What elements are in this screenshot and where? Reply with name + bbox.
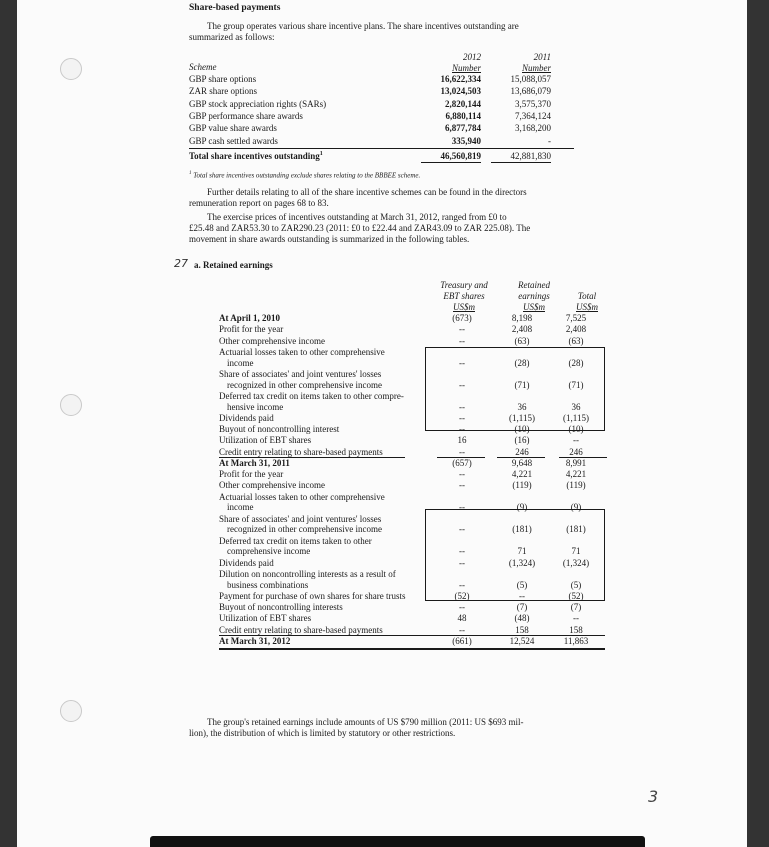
- re-row-retained: 158: [515, 624, 529, 635]
- para2-line: £25.48 and ZAR53.30 to ZAR290.23 (2011: £0 to £22.44 and ZAR43.09 to ZAR 225.08). The: [189, 223, 531, 233]
- re-row-total: (63): [568, 335, 584, 346]
- re-row-treasury: --: [459, 401, 465, 412]
- re-row-retained: 246: [515, 446, 529, 457]
- re-row-label: At March 31, 2012: [219, 635, 291, 646]
- share-row-2011: 3,168,200: [515, 123, 551, 134]
- re-header-treasury: US$m: [453, 302, 475, 312]
- share-row-label: GBP performance share awards: [189, 110, 303, 121]
- share-row-2012: 2,820,144: [445, 98, 481, 109]
- re-row-retained: --: [519, 590, 525, 601]
- re-row-label: Buyout of noncontrolling interests: [219, 602, 343, 612]
- share-row-label: GBP cash settled awards: [189, 135, 278, 146]
- re-row-label: Deferred tax credit on items taken to other: [219, 535, 372, 546]
- re-row-label: Dividends paid: [219, 412, 274, 423]
- highlight-box-2011: [425, 347, 605, 431]
- re-row-total: 71: [571, 546, 581, 557]
- re-header-treasury: EBT shares: [443, 291, 485, 301]
- closing-line: The group's retained earnings include amounts of US $790 million (2011: US $693 mil-: [207, 717, 524, 727]
- re-row-label: Other comprehensive income: [219, 335, 325, 346]
- final-underline: [219, 648, 605, 650]
- re-row-total: (1,324): [562, 557, 590, 568]
- re-row-total: 7,525: [565, 313, 587, 323]
- intro-line: summarized as follows:: [189, 32, 275, 42]
- re-row-retained: (119): [512, 480, 532, 491]
- share-row-2011: 7,364,124: [515, 110, 551, 121]
- re-row-treasury: --: [459, 424, 465, 434]
- re-row-retained: 2,408: [511, 324, 533, 335]
- re-row-treasury: --: [459, 357, 465, 368]
- re-row-retained: (9): [516, 502, 528, 513]
- share-total-2011: 42,881,830: [510, 151, 551, 161]
- re-header-treasury: Treasury and: [440, 280, 488, 290]
- binder-hole: [60, 700, 82, 722]
- re-row-total: (9): [570, 502, 582, 513]
- re-row-treasury: --: [459, 557, 465, 568]
- re-row-label: Other comprehensive income: [219, 480, 325, 491]
- re-row-retained: (28): [514, 357, 530, 368]
- re-header-retained: Retained: [518, 280, 550, 290]
- re-row-treasury: --: [459, 524, 465, 535]
- re-row-label: Profit for the year: [219, 469, 284, 479]
- re-row-treasury: 16: [457, 435, 467, 446]
- share-row-2012: 16,622,334: [440, 74, 481, 84]
- re-row-treasury: --: [459, 335, 465, 346]
- share-row-2012: 6,877,784: [445, 123, 481, 134]
- re-row-retained: 71: [517, 546, 527, 557]
- re-row-treasury: (52): [454, 590, 470, 601]
- re-row-treasury: --: [459, 579, 465, 590]
- col-year-2011: 2011: [533, 52, 551, 62]
- re-row-total: --: [573, 435, 579, 446]
- intro-line: The group operates various share incentive plans. The share incentives outstanding are: [207, 21, 519, 31]
- total-underline: [421, 162, 481, 163]
- share-total-2012: 46,560,819: [440, 151, 481, 161]
- re-row-label: income: [227, 357, 254, 368]
- re-row-label: Utilization of EBT shares: [219, 613, 312, 624]
- re-row-treasury: --: [459, 480, 465, 491]
- re-row-retained: (1,115): [509, 412, 535, 423]
- section-heading: Share-based payments: [189, 3, 281, 13]
- re-row-total: (181): [566, 524, 586, 535]
- share-row-2012: 335,940: [451, 135, 481, 146]
- col-year-2012: 2012: [463, 52, 481, 62]
- re-row-treasury: --: [459, 324, 465, 335]
- retained-earnings-title: a. Retained earnings: [194, 260, 273, 270]
- binder-hole: [60, 58, 82, 80]
- re-row-total: (1,115): [563, 412, 589, 423]
- re-row-treasury: (657): [452, 457, 472, 468]
- re-row-label: income: [227, 502, 254, 513]
- re-row-total: 4,221: [565, 469, 587, 479]
- re-row-retained: (10): [514, 424, 530, 434]
- share-row-label: GBP stock appreciation rights (SARs): [189, 98, 327, 109]
- re-row-retained: (63): [514, 335, 530, 346]
- re-row-label: Credit entry relating to share-based payments: [219, 624, 383, 635]
- re-row-retained: (7): [516, 602, 528, 612]
- re-row-treasury: --: [459, 412, 465, 423]
- share-row-label: ZAR share options: [189, 86, 257, 97]
- re-row-label: Payment for purchase of own shares for share trusts: [219, 590, 406, 601]
- re-header-retained: US$m: [523, 302, 545, 312]
- re-row-label: Share of associates' and joint ventures' losses: [219, 513, 382, 524]
- re-row-retained: 36: [517, 401, 527, 412]
- re-row-treasury: 48: [457, 613, 467, 624]
- re-row-treasury: --: [459, 446, 465, 457]
- re-row-label: recognized in other comprehensive income: [227, 524, 382, 535]
- closing-line: lion), the distribution of which is limited by statutory or other restrictions.: [189, 728, 456, 738]
- re-row-label: Deferred tax credit on items taken to other compre-: [219, 390, 404, 401]
- share-row-label: GBP value share awards: [189, 123, 277, 134]
- right-dark-margin: [747, 0, 769, 847]
- bottom-scroll-bar: [150, 836, 645, 847]
- para2-line: The exercise prices of incentives outstanding at March 31, 2012, ranged from £0 to: [207, 212, 507, 222]
- re-row-total: 2,408: [565, 324, 587, 335]
- re-row-label: business combinations: [227, 579, 309, 590]
- re-row-label: Dilution on noncontrolling interests as a result of: [219, 568, 396, 579]
- share-row-2011: 13,686,079: [510, 86, 551, 97]
- re-row-retained: (71): [514, 379, 530, 390]
- total-underline: [491, 162, 551, 163]
- share-row-2012: 6,880,114: [445, 110, 481, 121]
- document-page: [17, 0, 747, 847]
- re-row-retained: (48): [514, 613, 530, 624]
- re-row-total: (71): [568, 379, 584, 390]
- binder-hole: [60, 394, 82, 416]
- re-row-retained: 9,648: [511, 457, 533, 468]
- re-row-treasury: --: [459, 469, 465, 479]
- re-row-treasury: --: [459, 502, 465, 513]
- re-row-label: Utilization of EBT shares: [219, 435, 312, 446]
- col-unit-2011: Number: [522, 63, 551, 73]
- para1-line: Further details relating to all of the share incentive schemes can be found in the directors: [207, 187, 527, 197]
- re-row-treasury: --: [459, 602, 465, 612]
- re-row-label: recognized in other comprehensive income: [227, 379, 382, 390]
- share-row-label: GBP share options: [189, 74, 257, 84]
- re-row-label: Actuarial losses taken to other comprehensive: [219, 346, 385, 357]
- re-header-total: Total: [577, 291, 597, 301]
- share-total-label: Total share incentives outstanding$^1$: [189, 151, 323, 161]
- re-row-retained: 4,221: [511, 469, 533, 479]
- re-row-total: 246: [569, 446, 583, 457]
- re-row-total: (119): [566, 480, 586, 491]
- share-row-2011: -: [548, 135, 551, 146]
- re-row-retained: 8,198: [511, 313, 533, 323]
- scheme-label: Scheme: [189, 62, 217, 72]
- re-header-retained: earnings: [518, 291, 550, 301]
- re-row-retained: (1,324): [508, 557, 536, 568]
- re-row-treasury: (673): [452, 313, 472, 323]
- re-row-total: --: [573, 613, 579, 624]
- para1-line: remuneration report on pages 68 to 83.: [189, 198, 329, 208]
- highlight-box-2012: [425, 509, 605, 601]
- re-row-retained: (16): [514, 435, 530, 446]
- re-row-label: Dividends paid: [219, 557, 274, 568]
- re-row-total: 8,991: [565, 457, 587, 468]
- para2-line: movement in share awards outstanding is summarized in the following tables.: [189, 234, 470, 244]
- re-row-retained: (5): [516, 579, 528, 590]
- page-number: 3: [648, 787, 659, 806]
- re-row-total: (7): [570, 602, 582, 612]
- re-row-total: (28): [568, 357, 584, 368]
- left-dark-margin: [0, 0, 17, 847]
- share-row-2011: 3,575,370: [515, 98, 551, 109]
- re-row-treasury: (661): [452, 635, 472, 646]
- footnote: $^1$ Total share incentives outstanding exclude shares relating to the BBBEE scheme.: [189, 171, 421, 180]
- re-row-total: 36: [571, 401, 581, 412]
- re-row-total: (52): [568, 590, 584, 601]
- share-row-2011: 15,088,057: [510, 74, 551, 84]
- re-row-label: Buyout of noncontrolling interest: [219, 424, 340, 434]
- re-row-label: Profit for the year: [219, 324, 284, 335]
- re-row-treasury: --: [459, 546, 465, 557]
- re-row-label: At March 31, 2011: [219, 457, 290, 468]
- re-row-label: At April 1, 2010: [219, 313, 281, 323]
- re-row-label: hensive income: [227, 401, 284, 412]
- re-row-treasury: --: [459, 379, 465, 390]
- re-row-retained: 12,524: [509, 635, 535, 646]
- re-row-total: (10): [568, 424, 584, 434]
- handwritten-number: 27: [174, 257, 188, 270]
- re-row-total: (5): [570, 579, 582, 590]
- re-row-label: Share of associates' and joint ventures' losses: [219, 368, 382, 379]
- re-row-treasury: --: [459, 624, 465, 635]
- col-unit-2012: Number: [452, 63, 481, 73]
- re-row-total: 11,863: [563, 635, 589, 646]
- share-row-2012: 13,024,503: [440, 86, 481, 97]
- re-row-label: Actuarial losses taken to other comprehensive: [219, 491, 385, 502]
- re-row-retained: (181): [512, 524, 532, 535]
- re-row-label: comprehensive income: [227, 546, 311, 557]
- re-row-total: 158: [569, 624, 583, 635]
- re-header-total: US$m: [576, 302, 598, 312]
- re-row-label: Credit entry relating to share-based payments: [219, 446, 383, 457]
